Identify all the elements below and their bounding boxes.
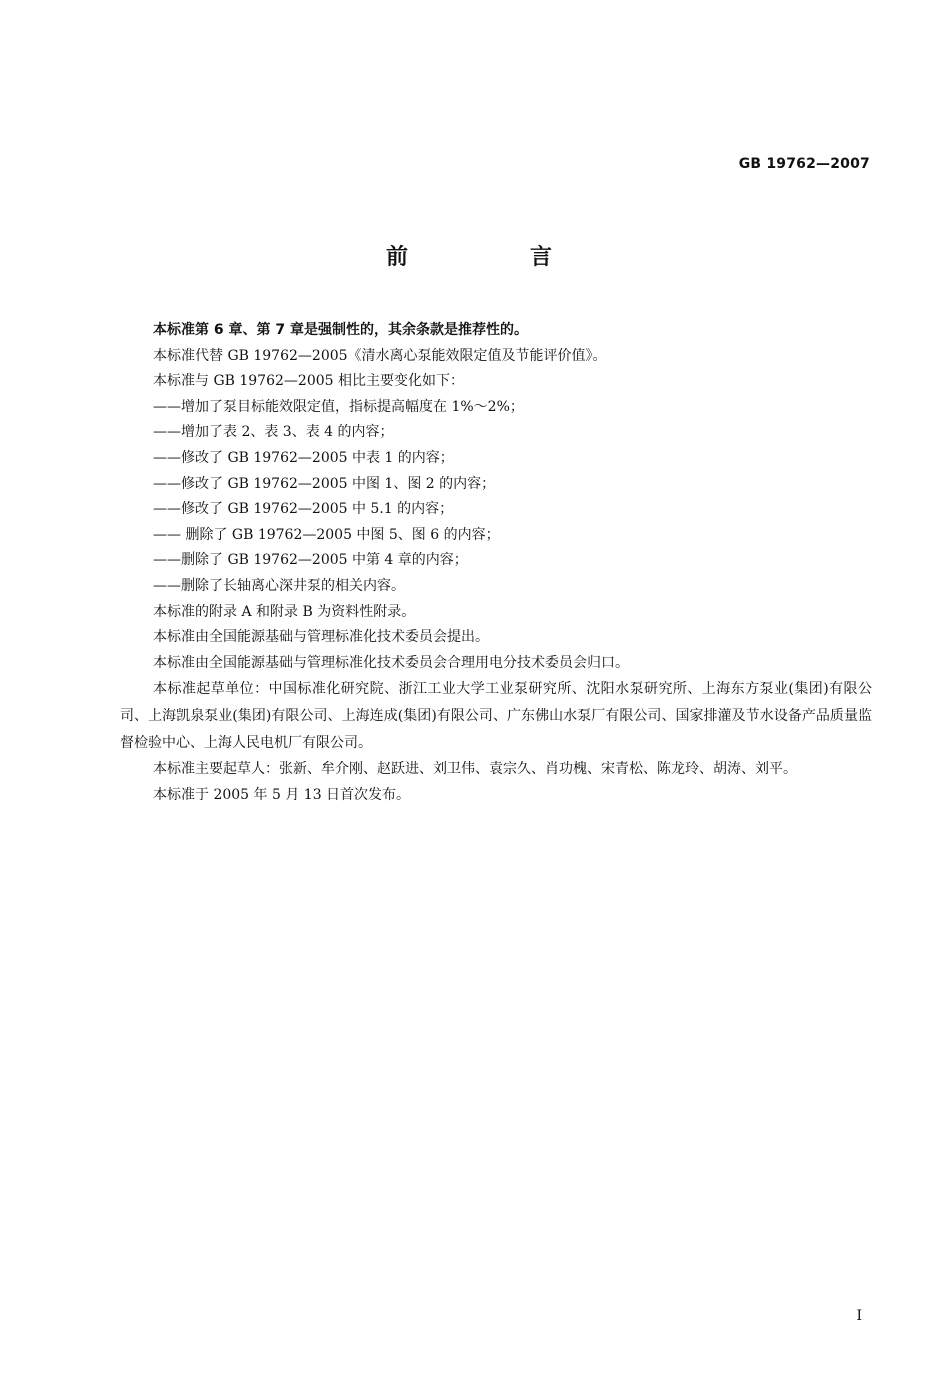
drafting-units: 本标准起草单位：中国标准化研究院、浙江工业大学工业泵研究所、沈阳水泵研究所、上海东方泵业(集团)有限公司、上海凯泉泵业(集团)有限公司、上海连成(集团)有限公司、广东佛山水泵厂有限公司、国家排灌及节水设备产品质量监督检验中心、上海人民电机厂有限公司。: [120, 681, 872, 752]
change-item: ——增加了表 2、表 3、表 4 的内容；: [153, 424, 394, 441]
change-item: ——修改了 GB 19762—2005 中图 1、图 2 的内容；: [153, 475, 496, 492]
administration-statement: 本标准由全国能源基础与管理标准化技术委员会合理用电分技术委员会归口。: [153, 654, 629, 671]
annex-statement: 本标准的附录 A 和附录 B 为资料性附录。: [153, 603, 416, 620]
change-item: ——修改了 GB 19762—2005 中 5.1 的内容；: [153, 501, 454, 518]
change-item: —— 删除了 GB 19762—2005 中图 5、图 6 的内容；: [153, 526, 500, 543]
changes-intro: 本标准与 GB 19762—2005 相比主要变化如下：: [153, 373, 464, 390]
replacement-statement: 本标准代替 GB 19762—2005《清水离心泵能效限定值及节能评价值》。: [153, 347, 607, 364]
change-item: ——删除了长轴离心深井泵的相关内容。: [153, 577, 405, 594]
main-drafters: 本标准主要起草人：张新、牟介刚、赵跃进、刘卫伟、袁宗久、肖功槐、宋青松、陈龙玲、胡涛、刘平。: [153, 761, 797, 778]
page-title: 前 言: [385, 245, 602, 270]
page-number: I: [856, 1308, 862, 1324]
first-issue-statement: 本标准于 2005 年 5 月 13 日首次发布。: [153, 786, 411, 803]
proposer-statement: 本标准由全国能源基础与管理标准化技术委员会提出。: [153, 629, 489, 646]
change-item: ——删除了 GB 19762—2005 中第 4 章的内容；: [153, 552, 468, 569]
change-item: ——修改了 GB 19762—2005 中表 1 的内容；: [153, 449, 454, 466]
mandatory-clause-statement: 本标准第 6 章、第 7 章是强制性的，其余条款是推荐性的。: [153, 322, 528, 338]
change-item: ——增加了泵目标能效限定值，指标提高幅度在 1%～2%；: [153, 398, 524, 415]
standard-number: GB 19762—2007: [738, 156, 870, 172]
foreword-body: [120, 318, 872, 809]
